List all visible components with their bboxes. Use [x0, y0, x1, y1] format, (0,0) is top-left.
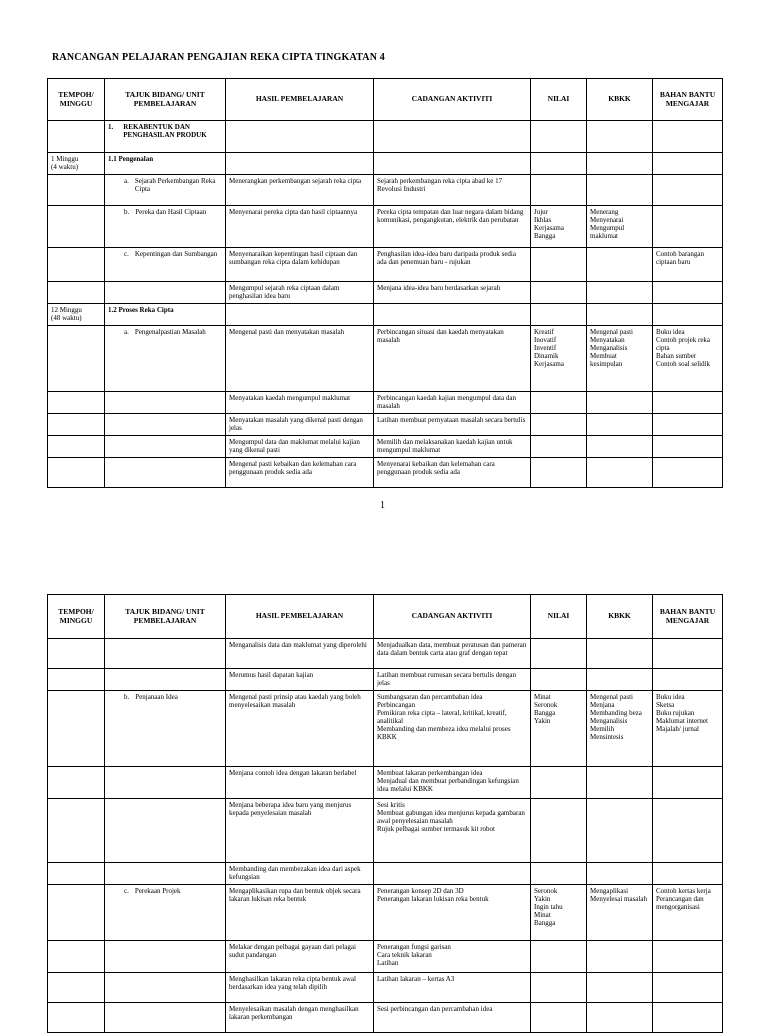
nilai-cell: Seronok Yakin Ingin tahu Minat Bangga — [531, 885, 587, 941]
header-tempoh: TEMPOH/ MINGGU — [48, 79, 105, 121]
table-row — [48, 669, 723, 691]
cadangan-cell: Penerangan fungsi garisan Cara teknik lakaran Latihan — [374, 941, 531, 973]
table-row — [48, 304, 723, 326]
table-row — [48, 973, 723, 1003]
cadangan-cell: Sesi kritis Membuat gabungan idea menjurus kepada gambaran awal penyelesaian masalah Rujuk pelbagai sumber termasuk kit robot — [374, 799, 531, 863]
bahan-cell: Contoh kertas kerja Perancangan dan mengorganisasi — [653, 885, 723, 941]
hasil-cell: Menerangkan perkembangan sejarah reka cipta — [226, 175, 374, 206]
tempoh-cell: 12 Minggu (48 waktu) — [48, 304, 105, 326]
table-row — [48, 414, 723, 436]
hasil-cell: Menjana contoh idea dengan lakaran berlabel — [226, 767, 374, 799]
header-cadangan: CADANGAN AKTIVITI — [374, 79, 531, 121]
kbkk-cell: Mengenal pasti Menyatakan Menganalisis Membuat kesimpulan — [587, 326, 653, 392]
header-tajuk: TAJUK BIDANG/ UNIT PEMBELAJARAN — [105, 595, 226, 639]
cadangan-cell: Sumbangsaran dan percambahan idea Perbincangan Pemikiran reka cipta – lateral, kritikal, kreatif, analitikal Membanding dan membeza idea melalui proses KBKK — [374, 691, 531, 767]
page-number: 1 — [380, 500, 385, 511]
hasil-cell: Mengumpul data dan maklumat melalui kajian yang dikenal pasti — [226, 436, 374, 458]
bahan-cell: Buku idea Contoh projek reka cipta Bahan sumber Contoh soal selidik — [653, 326, 723, 392]
nilai-cell: Kreatif Inovatif Inventif Dinamik Kerjasama — [531, 326, 587, 392]
header-cadangan: CADANGAN AKTIVITI — [374, 595, 531, 639]
hasil-cell: Menjana beberapa idea baru yang menjurus kepada penyelesaian masalah — [226, 799, 374, 863]
hasil-cell: Mengaplikasikan rupa dan bentuk objek secara lakaran lukisan reka bentuk — [226, 885, 374, 941]
header-hasil: HASIL PEMBELAJARAN — [226, 79, 374, 121]
header-nilai: NILAI — [531, 595, 587, 639]
cadangan-cell: Menjadualkan data, membuat peratusan dan pameran data dalam bentuk carta atau graf dengan tepat — [374, 639, 531, 669]
table-row — [48, 326, 723, 392]
table-row — [48, 691, 723, 767]
table-row — [48, 175, 723, 206]
subtopic: a. Sejarah Perkembangan Reka Cipta — [124, 177, 216, 193]
table-row — [48, 206, 723, 248]
header-bahan: BAHAN BANTU MENGAJAR — [653, 79, 723, 121]
hasil-cell: Menyatakan masalah yang dikenal pasti dengan jelas — [226, 414, 374, 436]
hasil-cell: Menghasilkan lakaran reka cipta bentuk awal berdasarkan idea yang telah dipilih — [226, 973, 374, 1003]
section-heading: 1. REKABENTUK DAN PENGHASILAN PRODUK — [108, 123, 207, 139]
cadangan-cell: Membuat lakaran perkembangan idea Menjadual dan membuat perbandingan kefungsian idea melalui KBKK — [374, 767, 531, 799]
subtopic: a. Pengenalpastian Masalah — [124, 328, 206, 336]
hasil-cell: Melakar dengan pelbagai gayaan dari pelagai sudut pandangan — [226, 941, 374, 973]
header-tempoh: TEMPOH/ MINGGU — [48, 595, 105, 639]
header-bahan: BAHAN BANTU MENGAJAR — [653, 595, 723, 639]
hasil-cell: Menganalisis data dan maklumat yang diperolehi — [226, 639, 374, 669]
header-nilai: NILAI — [531, 79, 587, 121]
table-row — [48, 799, 723, 863]
table-row — [48, 121, 723, 153]
subtopic: c. Perekaan Projek — [124, 887, 181, 895]
hasil-cell: Mengenal pasti dan menyatakan masalah — [226, 326, 374, 392]
cadangan-cell: Penghasilan idea-idea baru daripada produk sedia ada dan penemuan baru - rujukan — [374, 248, 531, 282]
table-row — [48, 282, 723, 304]
kbkk-cell: Mengaplikasi Menyelesai masalah — [587, 885, 653, 941]
subtopic: c. Kepentingan dan Sumbangan — [124, 250, 218, 258]
table-row — [48, 458, 723, 488]
table-row — [48, 941, 723, 973]
lesson-plan-table-2 — [47, 594, 723, 1033]
table-row — [48, 153, 723, 175]
table-row — [48, 639, 723, 669]
cadangan-cell: Menyenarai kebaikan dan kelemahan cara penggunaan produk sedia ada — [374, 458, 531, 488]
hasil-cell: Menyelesaikan masalah dengan menghasilkan lakaran perkembangan — [226, 1003, 374, 1033]
table-row — [48, 392, 723, 414]
hasil-cell: Mengumpul sejarah reka ciptaan dalam penghasilan idea baru — [226, 282, 374, 304]
cadangan-cell: Menjana idea-idea baru berdasarkan sejarah — [374, 282, 531, 304]
cadangan-cell: Penerangan konsep 2D dan 3D Penerangan lakaran lukisan reka bentuk — [374, 885, 531, 941]
cadangan-cell: Latihan membuat rumusan secara bertulis dengan jelas — [374, 669, 531, 691]
cadangan-cell: Perbincangan situasi dan kaedah menyatakan masalah — [374, 326, 531, 392]
tempoh-cell: 1 Minggu (4 waktu) — [48, 153, 105, 175]
table-row — [48, 248, 723, 282]
kbkk-cell: Menerang Menyenarai Mengumpul maklumat — [587, 206, 653, 248]
header-hasil: HASIL PEMBELAJARAN — [226, 595, 374, 639]
lesson-plan-table-1 — [47, 78, 723, 488]
bahan-cell: Contoh barangan ciptaan baru — [653, 248, 723, 282]
cadangan-cell: Memilih dan melaksanakan kaedah kajian untuk mengumpul maklumat — [374, 436, 531, 458]
header-kbkk: KBKK — [587, 79, 653, 121]
cadangan-cell: Latihan lakaran – kertas A3 — [374, 973, 531, 1003]
table-row — [48, 767, 723, 799]
table-row — [48, 885, 723, 941]
nilai-cell: Minat Seronok Bangga Yakin — [531, 691, 587, 767]
cadangan-cell: Sesi perbincangan dan percambahan idea — [374, 1003, 531, 1033]
subtopic: b. Pereka dan Hasil Ciptaan — [124, 208, 207, 216]
hasil-cell: Menyenarai pereka cipta dan hasil ciptaannya — [226, 206, 374, 248]
table-header-row — [48, 595, 723, 639]
hasil-cell: Menyenaraikan kepentingan hasil ciptaan dan sumbangan reka cipta dalam kehidupan — [226, 248, 374, 282]
cadangan-cell — [374, 863, 531, 885]
header-kbkk: KBKK — [587, 595, 653, 639]
bahan-cell: Buku idea Sketsa Buku rujukan Maklumat internet Majalah/ jurnal — [653, 691, 723, 767]
document-title: RANCANGAN PELAJARAN PENGAJIAN REKA CIPTA TINGKATAN 4 — [52, 52, 386, 63]
nilai-cell: Jujur Ikhlas Kerjasama Bangga — [531, 206, 587, 248]
cadangan-cell: Latihan membuat pernyataan masalah secara bertulis — [374, 414, 531, 436]
hasil-cell: Mengenal pasti prinsip atau kaedah yang boleh menyelesaikan masalah — [226, 691, 374, 767]
hasil-cell: Menyatakan kaedah mengumpul maklumat — [226, 392, 374, 414]
unit-heading: 1.2 Proses Reka Cipta — [105, 304, 226, 326]
hasil-cell: Merumus hasil dapatan kajian — [226, 669, 374, 691]
table-row — [48, 863, 723, 885]
kbkk-cell: Mengenal pasti Menjana Membanding beza Menganalisis Memilih Mensintesis — [587, 691, 653, 767]
table-header-row — [48, 79, 723, 121]
hasil-cell: Mengenal pasti kebaikan dan kelemahan cara penggunaan produk sedia ada — [226, 458, 374, 488]
unit-heading: 1.1 Pengenalan — [105, 153, 226, 175]
cadangan-cell: Pereka cipta tempatan dan luar negara dalam bidang komunikasi, pengangkutan, elektrik dan perubatan — [374, 206, 531, 248]
header-tajuk: TAJUK BIDANG/ UNIT PEMBELAJARAN — [105, 79, 226, 121]
hasil-cell: Membanding dan membezakan idea dari aspek kefungsian — [226, 863, 374, 885]
table-row — [48, 436, 723, 458]
subtopic: b. Penjanaan Idea — [124, 693, 178, 701]
cadangan-cell: Perbincangan kaedah kajian mengumpul data dan masalah — [374, 392, 531, 414]
cadangan-cell: Sejarah perkembangan reka cipta abad ke 17 Revolusi Industri — [374, 175, 531, 206]
table-row — [48, 1003, 723, 1033]
